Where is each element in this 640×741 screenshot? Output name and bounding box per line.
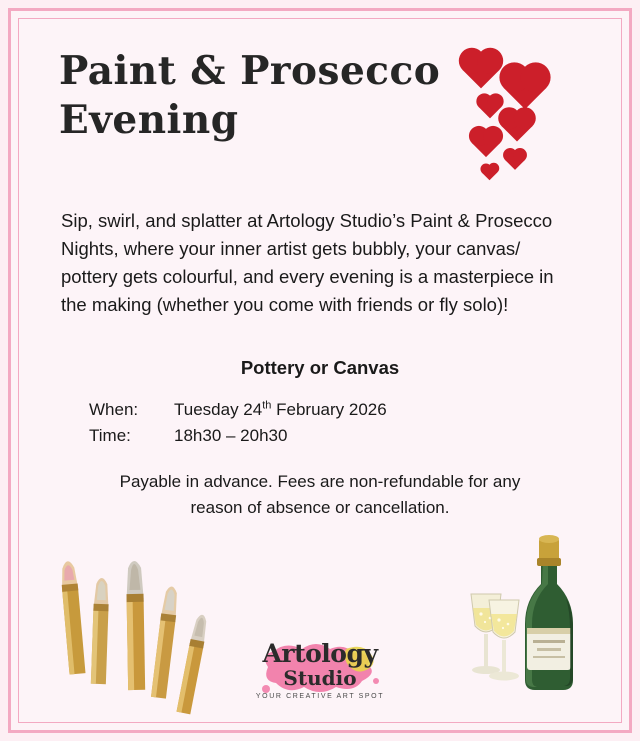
- event-details: [89, 397, 387, 450]
- paint-brushes-icon: [33, 522, 213, 722]
- detail-row-time: [89, 423, 387, 449]
- date-ordinal-suffix: th: [262, 399, 272, 412]
- fineprint-line-2: reason of absence or cancellation.: [190, 497, 450, 517]
- detail-value-when: Tuesday 24th February 2026: [174, 399, 387, 419]
- fineprint-line-1: Payable in advance. Fees are non-refundable for any: [119, 472, 521, 491]
- subheading: Pottery or Canvas: [240, 357, 400, 378]
- flyer-inner-border: [18, 18, 622, 723]
- detail-label-when: When:: [89, 400, 139, 419]
- artology-studio-logo: [245, 641, 395, 700]
- detail-row-when: [89, 397, 387, 423]
- hearts-cluster-icon: [446, 49, 576, 199]
- logo-word-studio: Studio: [283, 666, 357, 690]
- title-line-2: Evening: [59, 96, 239, 143]
- title-line-1: Paint & Prosecco: [59, 48, 441, 94]
- page-title: [59, 47, 459, 145]
- intro-paragraph: Sip, swirl, and splatter at Artology Studio’s Paint & Prosecco Nights, where your inner artist gets bubbly, your canvas/ pottery gets colourful, and every evening is a masterpiece in the making (whether you come with friends or fly solo)!: [61, 210, 554, 316]
- logo-tagline: YOUR CREATIVE ART SPOT: [255, 693, 385, 700]
- fineprint: [19, 469, 621, 520]
- logo-word-artology: Artology: [262, 639, 378, 668]
- champagne-bottle-and-glasses-icon: [463, 528, 593, 708]
- detail-value-time: 18h30 – 20h30: [174, 426, 288, 446]
- detail-label-time: Time:: [89, 426, 131, 446]
